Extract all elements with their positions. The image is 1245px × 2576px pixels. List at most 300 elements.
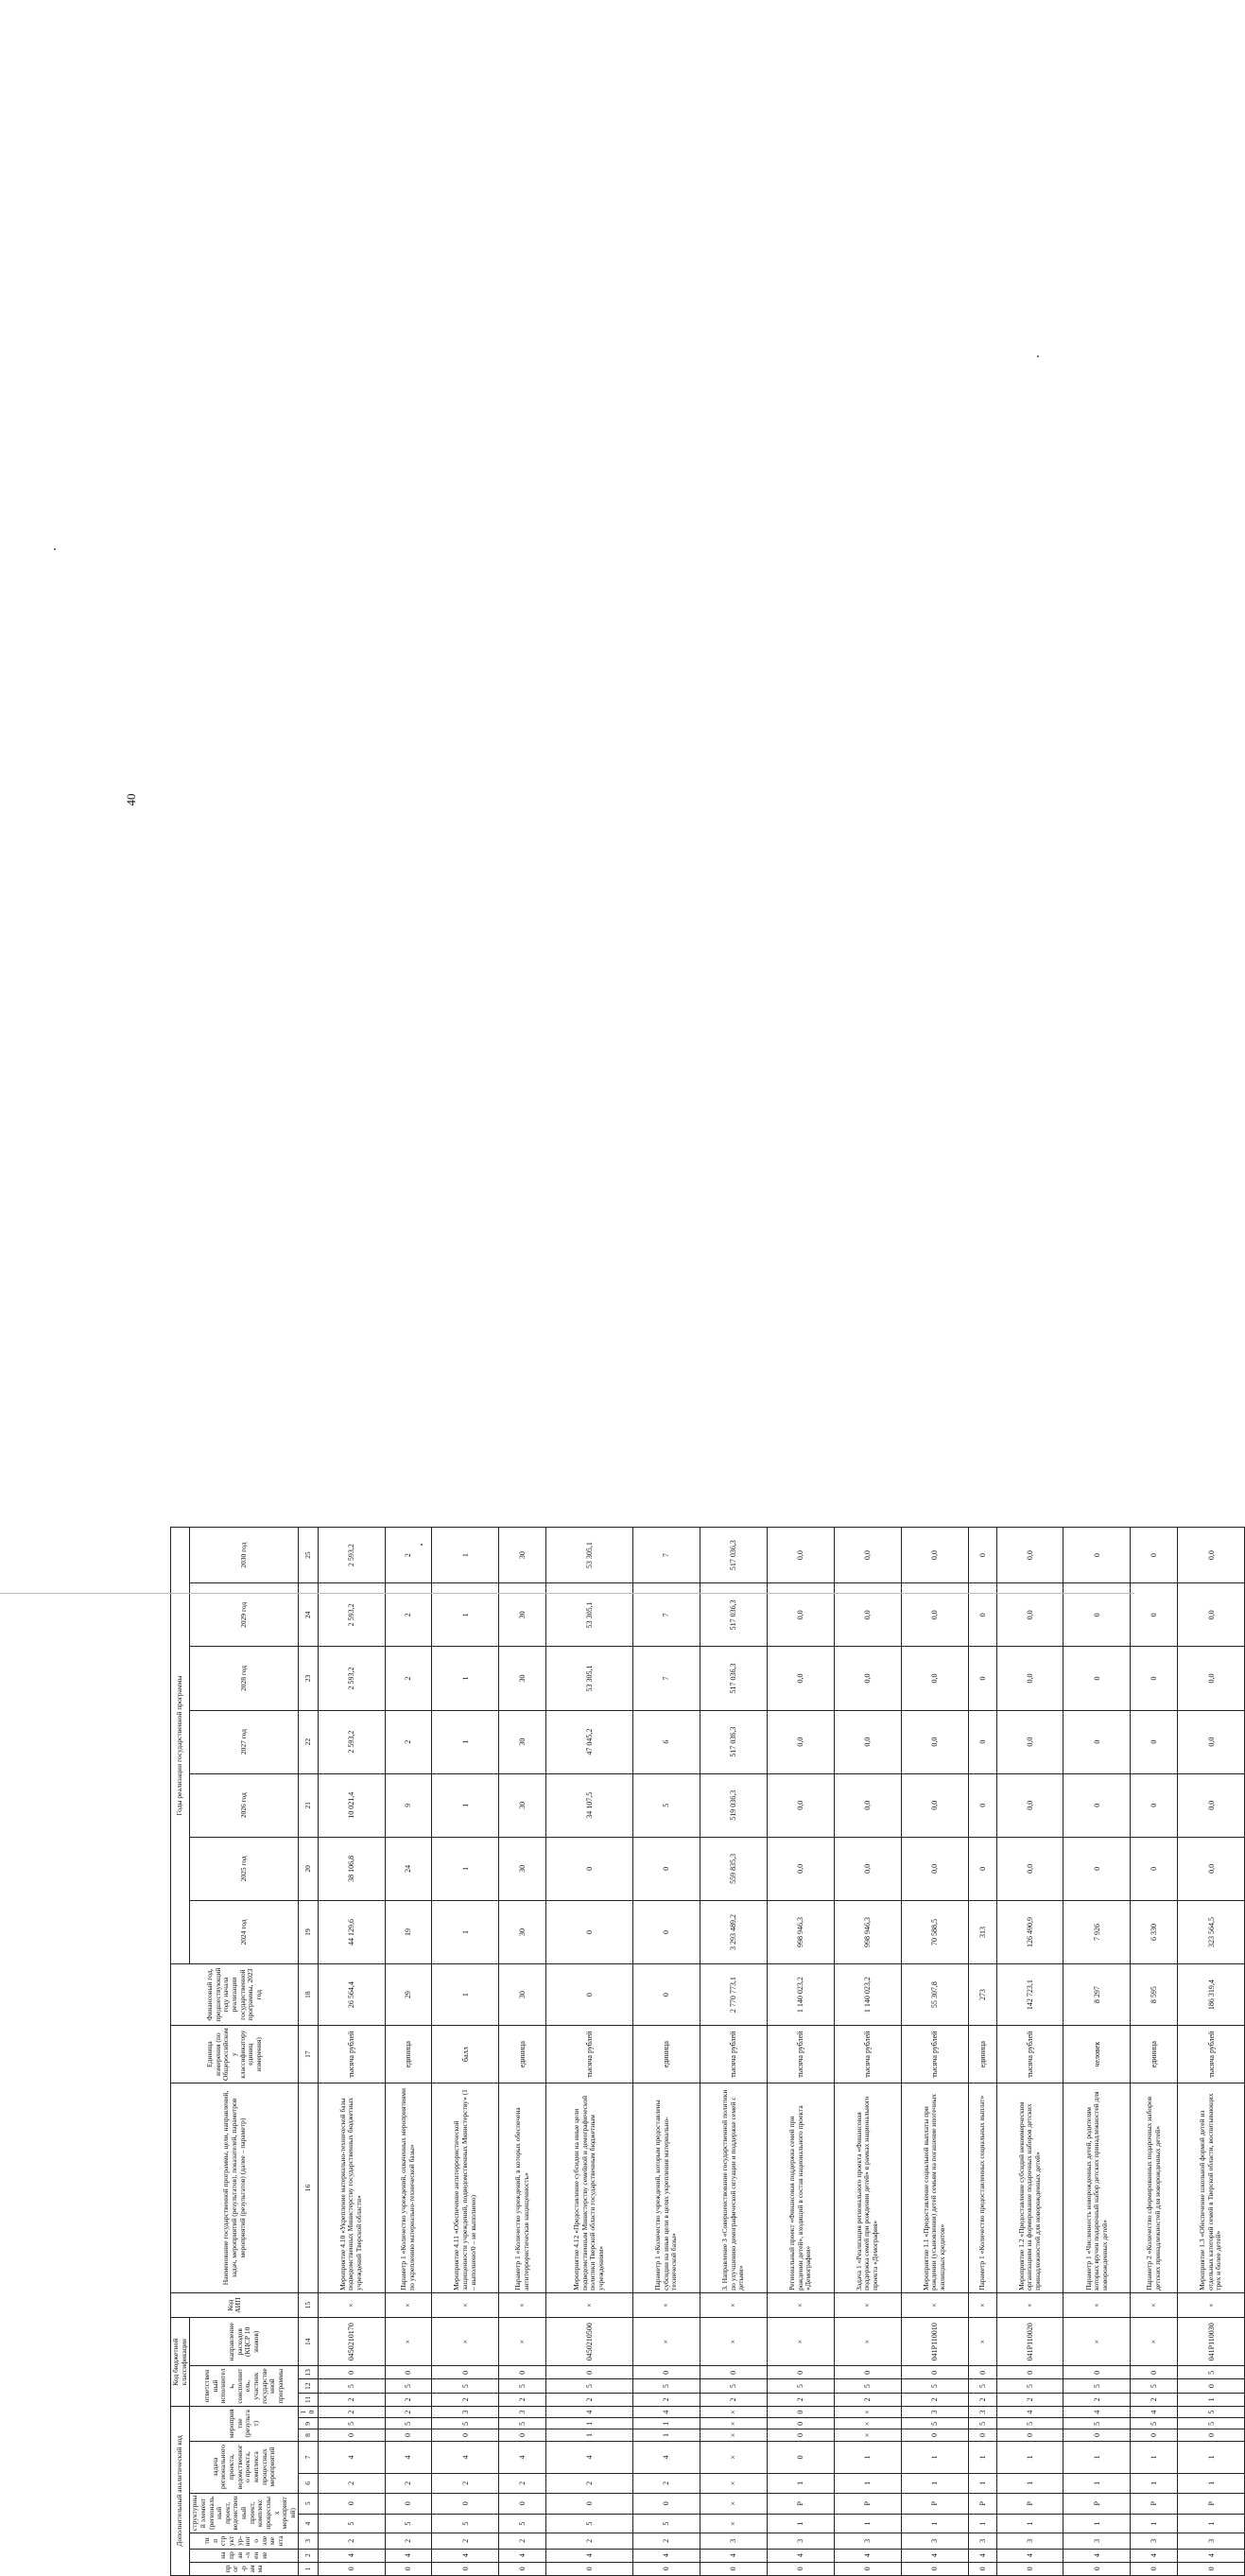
year-value-cell: 1 — [432, 1837, 499, 1900]
header-name: Наименование государственной программы, цели, направлений, задач, мероприятий (результатов), показателей, параметров мероприятий (результатов) (далее – параметр) — [171, 2083, 299, 2293]
base-value-cell: 273 — [968, 1964, 996, 2026]
header-responsible: ответственный исполнитель, соисполнитель, участник государственной программы — [190, 2366, 299, 2407]
code-cell: 4 — [996, 2549, 1063, 2562]
year-value-cell: 30 — [499, 1773, 546, 1837]
code-cell: 5 — [968, 2379, 996, 2393]
column-number: 17 — [299, 2026, 318, 2083]
code-cell: 0 — [633, 2366, 700, 2379]
base-value-cell: 8 595 — [1131, 1964, 1178, 2026]
code-cell: 4 — [1063, 2549, 1131, 2562]
code-cell: 0 — [1063, 2366, 1131, 2379]
code-cell: 5 — [1131, 2418, 1178, 2429]
year-value-cell: 0 — [968, 1710, 996, 1773]
year-value-cell: 2 593,2 — [318, 1647, 385, 1710]
kcsr-cell: × — [834, 2318, 901, 2366]
year-value-cell: 0,0 — [767, 1647, 834, 1710]
unit-cell: единица — [499, 2026, 546, 2083]
code-cell: 1 — [968, 2474, 996, 2493]
year-value-cell: 70 588,5 — [901, 1900, 968, 1963]
aip-cell: × — [545, 2292, 632, 2317]
code-cell: 5 — [1178, 2366, 1245, 2379]
code-cell: 0 — [545, 2493, 632, 2514]
table-row — [1063, 1528, 1131, 2576]
header-year-2024: 2024 год — [190, 1900, 299, 1963]
code-cell: 5 — [318, 2379, 385, 2393]
scan-edge-line — [0, 1593, 1134, 1594]
table-row — [499, 1528, 546, 2576]
year-value-cell: 19 — [385, 1900, 432, 1963]
code-cell: × — [834, 2406, 901, 2417]
column-number: 21 — [299, 1773, 318, 1837]
column-number: 25 — [299, 1528, 318, 1583]
name-cell: Мероприятие 1.3 «Обеспечение школьной формой детей из отдельных категорий семей в Тверской области, воспитывающих трех и более детей» — [1178, 2083, 1245, 2293]
code-cell: 0 — [545, 2366, 632, 2379]
year-value-cell: 0,0 — [1178, 1647, 1245, 1710]
name-cell: Мероприятие 4.11 «Обеспечение антитеррористической защищенности учреждений, подведомственных Министерству» (1 – выполнено/0 – не выполнено) — [432, 2083, 499, 2293]
code-cell: 2 — [318, 2406, 385, 2417]
scan-speck — [421, 1544, 423, 1546]
code-cell: 0 — [1178, 2429, 1245, 2441]
code-cell: 5 — [432, 2418, 499, 2429]
code-cell: 0 — [385, 2562, 432, 2575]
unit-cell: единица — [633, 2026, 700, 2083]
code-cell: 2 — [432, 2474, 499, 2493]
kcsr-cell: × — [700, 2318, 767, 2366]
code-cell: 0 — [1063, 2429, 1131, 2441]
code-cell: 2 — [432, 2533, 499, 2549]
table-row — [385, 1528, 432, 2576]
code-cell: 1 — [1063, 2514, 1131, 2533]
code-cell: 5 — [499, 2514, 546, 2533]
code-cell: 1 — [901, 2474, 968, 2493]
code-cell: 2 — [545, 2474, 632, 2493]
header-base-year: Финансовый год, предшествующий году начала реализации государственной программы, 2023 год — [171, 1964, 299, 2026]
code-cell: 0 — [318, 2429, 385, 2441]
column-number: 11 — [299, 2393, 318, 2406]
code-cell: 2 — [499, 2474, 546, 2493]
code-cell: 4 — [499, 2549, 546, 2562]
code-cell: 0 — [545, 2562, 632, 2575]
year-value-cell: 38 106,8 — [318, 1837, 385, 1900]
year-value-cell: 0 — [1131, 1528, 1178, 1583]
code-cell: 0 — [901, 2562, 968, 2575]
code-cell: 2 — [996, 2393, 1063, 2406]
code-cell: 0 — [499, 2493, 546, 2514]
code-cell: 1 — [968, 2514, 996, 2533]
code-cell: 4 — [633, 2549, 700, 2562]
table-row — [834, 1528, 901, 2576]
table-body — [299, 1528, 1245, 2576]
unit-cell: балл — [432, 2026, 499, 2083]
code-cell: 4 — [1131, 2406, 1178, 2417]
year-value-cell: 7 — [633, 1528, 700, 1583]
code-cell: 4 — [1178, 2549, 1245, 2562]
code-cell: 3 — [901, 2533, 968, 2549]
code-cell: 0 — [1178, 2562, 1245, 2575]
name-cell: Задача 1 «Реализация регионального проекта «Финансовая поддержка семей при рождении детей» в рамках национального проекта «Демография» — [834, 2083, 901, 2293]
code-cell: × — [700, 2474, 767, 2493]
code-cell: 0 — [767, 2366, 834, 2379]
code-cell: 4 — [1063, 2406, 1131, 2417]
header-structural-element: структурный элемент (региональный проект, ведомственный проект, комплекс процессных мероприятий) — [190, 2493, 299, 2533]
code-cell: 3 — [767, 2533, 834, 2549]
code-cell: 1 — [1178, 2393, 1245, 2406]
code-cell: 5 — [432, 2514, 499, 2533]
aip-cell: × — [499, 2292, 546, 2317]
base-value-cell: 26 564,4 — [318, 1964, 385, 2026]
code-cell: 5 — [385, 2379, 432, 2393]
base-value-cell: 8 297 — [1063, 1964, 1131, 2026]
code-cell: 2 — [767, 2393, 834, 2406]
header-year-2025: 2025 год — [190, 1837, 299, 1900]
code-cell: 2 — [499, 2533, 546, 2549]
code-cell: 0 — [1131, 2562, 1178, 2575]
code-cell: 0 — [499, 2429, 546, 2441]
code-cell: 2 — [968, 2393, 996, 2406]
year-value-cell: 0,0 — [834, 1710, 901, 1773]
year-value-cell: 24 — [385, 1837, 432, 1900]
year-value-cell: 0 — [1063, 1583, 1131, 1647]
unit-cell: тысяча рублей — [767, 2026, 834, 2083]
code-cell: 5 — [1063, 2379, 1131, 2393]
code-cell: 4 — [1131, 2549, 1178, 2562]
aip-cell: × — [700, 2292, 767, 2317]
code-cell: 5 — [1178, 2406, 1245, 2417]
code-cell: 5 — [767, 2379, 834, 2393]
year-value-cell: 0,0 — [1178, 1773, 1245, 1837]
name-cell: Параметр 1 «Количество учреждений, в которых обеспечена антитеррористическая защищенность» — [499, 2083, 546, 2293]
base-value-cell: 1 — [432, 1964, 499, 2026]
code-cell: Р — [1063, 2493, 1131, 2514]
year-value-cell: 6 330 — [1131, 1900, 1178, 1963]
code-cell: 0 — [318, 2493, 385, 2514]
aip-cell: × — [633, 2292, 700, 2317]
year-value-cell: 0,0 — [834, 1837, 901, 1900]
table-row — [633, 1528, 700, 2576]
code-cell: 2 — [545, 2393, 632, 2406]
code-cell: 5 — [1131, 2379, 1178, 2393]
column-number: 13 — [299, 2366, 318, 2379]
base-value-cell: 142 723,1 — [996, 1964, 1063, 2026]
year-value-cell: 2 593,2 — [318, 1528, 385, 1583]
code-cell: 5 — [385, 2418, 432, 2429]
code-cell: 0 — [385, 2366, 432, 2379]
year-value-cell: 0,0 — [901, 1583, 968, 1647]
rotated-table-frame — [170, 1527, 1223, 2576]
code-cell: 2 — [901, 2393, 968, 2406]
unit-cell: тысяча рублей — [700, 2026, 767, 2083]
year-value-cell: 2 593,2 — [318, 1710, 385, 1773]
kcsr-cell: × — [385, 2318, 432, 2366]
name-cell: Параметр 2 «Количество сформированных подарочных наборов детских принадлежностей для новорожденных детей» — [1131, 2083, 1178, 2293]
code-cell: 0 — [1063, 2562, 1131, 2575]
year-value-cell: 0 — [968, 1647, 996, 1710]
code-cell: 4 — [633, 2441, 700, 2474]
code-cell: 5 — [318, 2418, 385, 2429]
aip-cell: × — [1063, 2292, 1131, 2317]
code-cell: 2 — [385, 2474, 432, 2493]
name-cell: Параметр 1 «Количество учреждений, которым предоставлены субсидии на иные цели в целях укрепления материально-технической базы» — [633, 2083, 700, 2293]
code-cell: 0 — [968, 2366, 996, 2379]
base-value-cell: 186 319,4 — [1178, 1964, 1245, 2026]
header-direction: направ-ление — [190, 2549, 299, 2562]
header-year-2030: 2030 год — [190, 1528, 299, 1583]
year-value-cell: 0,0 — [767, 1773, 834, 1837]
year-value-cell: 3 293 489,2 — [700, 1900, 767, 1963]
year-value-cell: 2 — [385, 1647, 432, 1710]
code-cell: × — [700, 2406, 767, 2417]
name-cell: Региональный проект «Финансовая поддержка семей при рождении детей», входящий в состав национального проекта «Демография» — [767, 2083, 834, 2293]
year-value-cell: 0,0 — [834, 1647, 901, 1710]
code-cell: 3 — [1131, 2533, 1178, 2549]
year-value-cell: 44 129,6 — [318, 1900, 385, 1963]
year-value-cell: 1 — [432, 1773, 499, 1837]
table-row — [996, 1528, 1063, 2576]
code-cell: 5 — [901, 2418, 968, 2429]
kcsr-cell: × — [767, 2318, 834, 2366]
code-cell: 0 — [834, 2562, 901, 2575]
code-cell: 2 — [385, 2406, 432, 2417]
year-value-cell: 1 — [432, 1647, 499, 1710]
code-cell: 3 — [1063, 2533, 1131, 2549]
year-value-cell: 0 — [1063, 1647, 1131, 1710]
year-value-cell: 998 946,3 — [834, 1900, 901, 1963]
year-value-cell: 517 036,3 — [700, 1528, 767, 1583]
unit-cell: тысяча рублей — [318, 2026, 385, 2083]
aip-cell: × — [767, 2292, 834, 2317]
name-cell: Мероприятие 1.2 «Предоставление субсидий некоммерческим организациям на формирование подарочных наборов детских принадлежностей для новорожденных детей» — [996, 2083, 1063, 2293]
header-unit: Единица измерения (по Общероссийскому классификатору единиц измерения) — [171, 2026, 299, 2083]
base-value-cell: 29 — [385, 1964, 432, 2026]
unit-cell: человек — [1063, 2026, 1131, 2083]
year-value-cell: 0,0 — [996, 1528, 1063, 1583]
base-value-cell: 1 140 023,2 — [767, 1964, 834, 2026]
year-value-cell: 0,0 — [834, 1583, 901, 1647]
code-cell: 0 — [834, 2366, 901, 2379]
year-value-cell: 0 — [1063, 1710, 1131, 1773]
year-value-cell: 1 — [432, 1583, 499, 1647]
year-value-cell: 0 — [1131, 1647, 1178, 1710]
code-cell: 4 — [432, 2441, 499, 2474]
code-cell: 4 — [700, 2549, 767, 2562]
code-cell: 0 — [432, 2562, 499, 2575]
header-additional-code: Дополнительный аналитический код — [171, 2406, 190, 2575]
kcsr-cell: 041Р110020 — [996, 2318, 1063, 2366]
code-cell: 0 — [996, 2429, 1063, 2441]
code-cell: 2 — [834, 2393, 901, 2406]
code-cell: 1 — [834, 2441, 901, 2474]
column-number: 1 — [299, 2562, 318, 2575]
year-value-cell: 1 — [432, 1710, 499, 1773]
code-cell: 5 — [545, 2379, 632, 2393]
code-cell: 0 — [499, 2366, 546, 2379]
code-cell: 2 — [633, 2474, 700, 2493]
column-number: 4 — [299, 2514, 318, 2533]
code-cell: 0 — [767, 2441, 834, 2474]
unit-cell: тысяча рублей — [1178, 2026, 1245, 2083]
year-value-cell: 0 — [968, 1528, 996, 1583]
kcsr-cell: × — [968, 2318, 996, 2366]
year-value-cell: 0,0 — [901, 1837, 968, 1900]
aip-cell: × — [834, 2292, 901, 2317]
year-value-cell: 7 — [633, 1583, 700, 1647]
kcsr-cell: 041Р110030 — [1178, 2318, 1245, 2366]
kcsr-cell: × — [1063, 2318, 1131, 2366]
code-cell: 3 — [432, 2406, 499, 2417]
kcsr-cell: 041Р110010 — [901, 2318, 968, 2366]
code-cell: 0 — [767, 2406, 834, 2417]
column-number: 18 — [299, 1964, 318, 2026]
code-cell: 3 — [968, 2533, 996, 2549]
code-cell: × — [700, 2429, 767, 2441]
year-value-cell: 126 490,9 — [996, 1900, 1063, 1963]
base-value-cell: 30 — [499, 1964, 546, 2026]
year-value-cell: 0,0 — [901, 1647, 968, 1710]
code-cell: Р — [1131, 2493, 1178, 2514]
kcsr-cell: 0450210500 — [545, 2318, 632, 2366]
code-cell: 1 — [1178, 2474, 1245, 2493]
year-value-cell: 313 — [968, 1900, 996, 1963]
code-cell: 2 — [545, 2533, 632, 2549]
code-cell: 0 — [385, 2429, 432, 2441]
year-value-cell: 517 036,3 — [700, 1647, 767, 1710]
code-cell: 3 — [901, 2406, 968, 2417]
column-number: 10 — [299, 2406, 318, 2417]
code-cell: 0 — [1131, 2366, 1178, 2379]
code-cell: 0 — [318, 2366, 385, 2379]
code-cell: 2 — [318, 2474, 385, 2493]
year-value-cell: 0 — [1063, 1837, 1131, 1900]
column-number: 7 — [299, 2441, 318, 2474]
code-cell: 5 — [385, 2514, 432, 2533]
code-cell: 1 — [633, 2429, 700, 2441]
header-year-2027: 2027 год — [190, 1710, 299, 1773]
column-number: 12 — [299, 2379, 318, 2393]
code-cell: 1 — [1178, 2514, 1245, 2533]
year-value-cell: 6 — [633, 1710, 700, 1773]
code-cell: 5 — [968, 2418, 996, 2429]
code-cell: 0 — [432, 2429, 499, 2441]
aip-cell: × — [385, 2292, 432, 2317]
kcsr-cell: × — [633, 2318, 700, 2366]
year-value-cell: 0,0 — [996, 1647, 1063, 1710]
code-cell: 2 — [1131, 2393, 1178, 2406]
code-cell: 1 — [834, 2514, 901, 2533]
code-cell: 3 — [996, 2533, 1063, 2549]
year-value-cell: 30 — [499, 1647, 546, 1710]
unit-cell: тысяча рублей — [834, 2026, 901, 2083]
code-cell: 2 — [1063, 2393, 1131, 2406]
scan-speck — [1037, 355, 1039, 357]
code-cell: 1 — [1131, 2441, 1178, 2474]
year-value-cell: 998 946,3 — [767, 1900, 834, 1963]
name-cell: Параметр 1 «Количество учреждений, охваченных мероприятиями по укреплению материально-технической базы» — [385, 2083, 432, 2293]
unit-cell: тысяча рублей — [545, 2026, 632, 2083]
column-number: 3 — [299, 2533, 318, 2549]
year-value-cell: 30 — [499, 1837, 546, 1900]
code-cell: 2 — [432, 2393, 499, 2406]
year-value-cell: 0 — [545, 1837, 632, 1900]
year-value-cell: 9 — [385, 1773, 432, 1837]
year-value-cell: 0,0 — [1178, 1528, 1245, 1583]
year-value-cell: 2 — [385, 1583, 432, 1647]
year-value-cell: 0,0 — [901, 1528, 968, 1583]
column-number: 23 — [299, 1647, 318, 1710]
code-cell: × — [700, 2514, 767, 2533]
code-cell: 2 — [700, 2393, 767, 2406]
table-row — [901, 1528, 968, 2576]
program-table — [170, 1527, 1245, 2576]
code-cell: 0 — [432, 2493, 499, 2514]
code-cell: 0 — [499, 2562, 546, 2575]
aip-cell: × — [432, 2292, 499, 2317]
code-cell: 5 — [499, 2379, 546, 2393]
code-cell: Р — [834, 2493, 901, 2514]
column-number: 9 — [299, 2418, 318, 2429]
code-cell: 1 — [633, 2418, 700, 2429]
code-cell: × — [834, 2429, 901, 2441]
column-number: 15 — [299, 2292, 318, 2317]
code-cell: 5 — [834, 2379, 901, 2393]
table-row — [432, 1528, 499, 2576]
kcsr-cell: × — [1131, 2318, 1178, 2366]
name-cell: Мероприятие 1.1 «Предоставление социальной выплаты при рождении (усыновлении) детей семьям на погашение ипотечных жилищных кредитов» — [901, 2083, 968, 2293]
year-value-cell: 0,0 — [901, 1773, 968, 1837]
code-cell: 5 — [318, 2514, 385, 2533]
column-number: 16 — [299, 2083, 318, 2293]
code-cell: 5 — [432, 2379, 499, 2393]
year-value-cell: 53 305,1 — [545, 1583, 632, 1647]
code-cell: 1 — [996, 2514, 1063, 2533]
code-cell: 0 — [968, 2429, 996, 2441]
code-cell: × — [700, 2441, 767, 2474]
code-cell: 0 — [633, 2562, 700, 2575]
header-event: мероприятие (результат) — [190, 2406, 299, 2441]
year-value-cell: 0,0 — [1178, 1583, 1245, 1647]
year-value-cell: 53 305,1 — [545, 1528, 632, 1583]
code-cell: 0 — [767, 2429, 834, 2441]
column-number: 24 — [299, 1583, 318, 1647]
code-cell: 5 — [700, 2379, 767, 2393]
code-cell: 1 — [767, 2474, 834, 2493]
code-cell: 2 — [385, 2393, 432, 2406]
year-value-cell: 0 — [633, 1900, 700, 1963]
code-cell: Р — [1178, 2493, 1245, 2514]
code-cell: 3 — [834, 2533, 901, 2549]
year-value-cell: 30 — [499, 1900, 546, 1963]
code-cell: 3 — [499, 2406, 546, 2417]
code-cell: 0 — [996, 2366, 1063, 2379]
year-value-cell: 0 — [968, 1773, 996, 1837]
year-value-cell: 0 — [1063, 1528, 1131, 1583]
code-cell: 1 — [1063, 2441, 1131, 2474]
code-cell: 4 — [545, 2549, 632, 2562]
code-cell: 0 — [385, 2493, 432, 2514]
unit-cell: тысяча рублей — [901, 2026, 968, 2083]
column-number: 6 — [299, 2474, 318, 2493]
code-cell: 3 — [1178, 2533, 1245, 2549]
code-cell: 1 — [968, 2441, 996, 2474]
unit-cell: единица — [385, 2026, 432, 2083]
code-cell: 1 — [545, 2418, 632, 2429]
code-cell: Р — [996, 2493, 1063, 2514]
year-value-cell: 30 — [499, 1528, 546, 1583]
name-cell: Параметр 1 «Количество предоставленных социальных выплат» — [968, 2083, 996, 2293]
year-value-cell: 0,0 — [767, 1583, 834, 1647]
code-cell: 0 — [1131, 2429, 1178, 2441]
table-row — [1178, 1528, 1245, 2576]
year-value-cell: 323 564,5 — [1178, 1900, 1245, 1963]
